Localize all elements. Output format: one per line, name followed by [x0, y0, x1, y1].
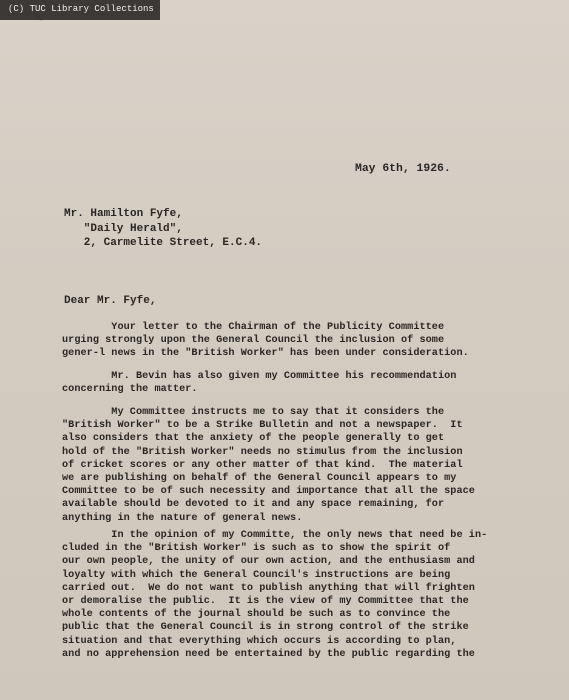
text-line: concerning the matter. — [62, 384, 198, 396]
text-line: Your letter to the Chairman of the Publicity Committee — [62, 322, 445, 333]
text-line: "British Worker" to be a Strike Bulletin and not a newspaper. It — [62, 420, 463, 432]
recipient-address — [64, 207, 262, 251]
text-line: situation and that everything which occurs is according to plan, — [62, 635, 457, 647]
address-line: Mr. Hamilton Fyfe, — [64, 208, 183, 220]
text-line: My Committee instructs me to say that it considers the — [62, 407, 445, 418]
text-line: Mr. Bevin has also given my Committee his recommendation — [62, 371, 457, 382]
text-line: gener-l news in the "British Worker" has been under consideration. — [62, 348, 469, 360]
paragraph — [62, 370, 456, 396]
salutation: Dear Mr. Fyfe, — [64, 295, 157, 307]
address-line: "Daily Herald", — [64, 222, 183, 235]
letter-date: May 6th, 1926. — [355, 163, 451, 175]
text-line: also considers that the anxiety of the people generally to get — [62, 433, 445, 445]
text-line: public that the General Council is in strong control of the strike — [62, 622, 469, 634]
text-line: urging strongly upon the General Council the inclusion of some — [62, 335, 445, 347]
text-line: cluded in the "British Worker" is such as to show the spirit of — [62, 543, 451, 555]
text-line: of cricket scores or any other matter of that kind. The material — [62, 459, 463, 471]
text-line: we are publishing on behalf of the General Council appears to my — [62, 473, 457, 485]
paragraph — [62, 529, 487, 661]
text-line: or demoralise the public. It is the view of my Committee that the — [62, 596, 469, 608]
text-line: available should be devoted to it and any space remaining, for — [62, 499, 445, 511]
text-line: loyalty with which the General Council's instructions are being — [62, 569, 451, 581]
text-line: our own people, the unity of our own action, and the enthusiasm and — [62, 556, 475, 568]
text-line: whole contents of the journal should be such as to convince the — [62, 609, 451, 621]
copyright-banner: (C) TUC Library Collections — [0, 0, 160, 20]
text-line: anything in the nature of general news. — [62, 512, 303, 524]
text-line: Committee to be of such necessity and importance that all the space — [62, 486, 475, 498]
address-line: 2, Carmelite Street, E.C.4. — [64, 237, 263, 249]
ink-mark — [34, 12, 44, 22]
text-line: In the opinion of my Committe, the only news that need be in- — [62, 530, 488, 541]
text-line: carried out. We do not want to publish anything that will frighten — [62, 582, 475, 594]
paragraph — [62, 321, 469, 361]
text-line: and no apprehension need be entertained by the public regarding the — [62, 648, 475, 660]
text-line: hold of the "British Worker" needs no stimulus from the inclusion — [62, 446, 463, 458]
paragraph — [62, 406, 475, 525]
